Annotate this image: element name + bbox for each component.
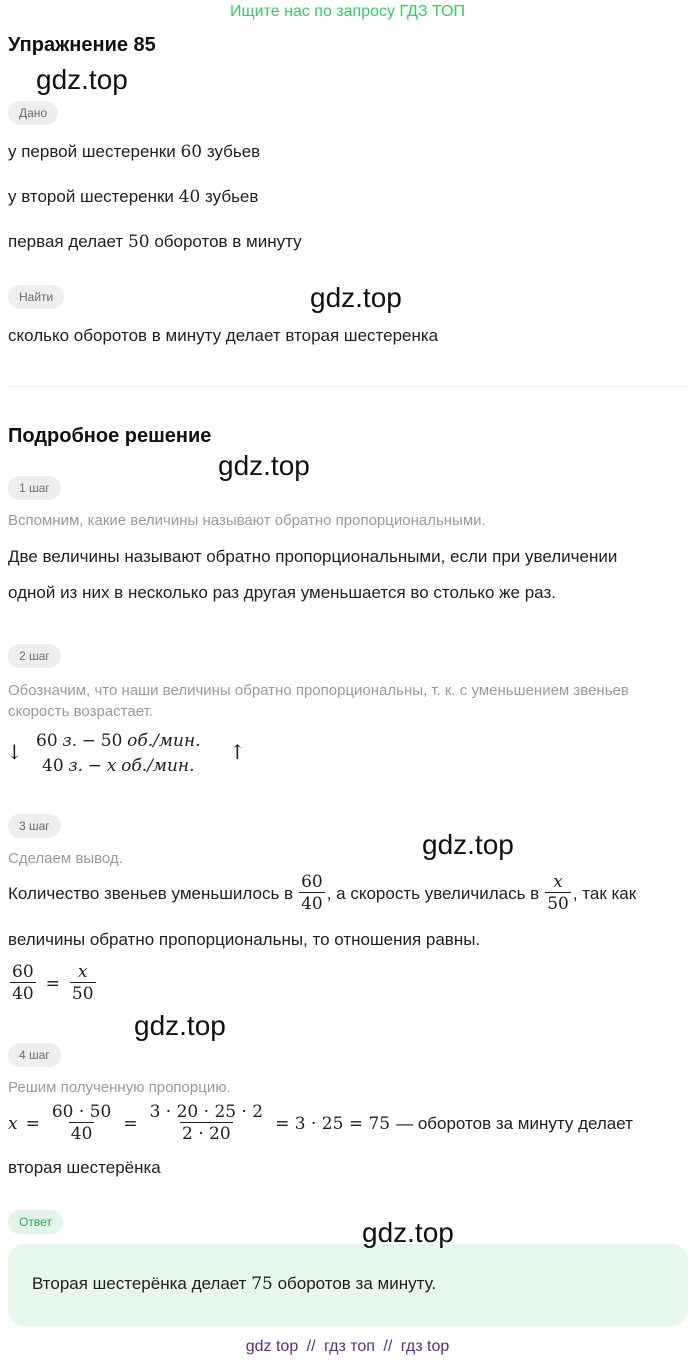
given-badge bbox=[8, 101, 58, 125]
find-text: сколько оборотов в минуту делает вторая шестеренка bbox=[8, 326, 439, 345]
footer-link-2[interactable]: гдз топ bbox=[324, 1338, 375, 1355]
row-2-dash: − bbox=[87, 756, 103, 776]
step-1-label: 1 шаг bbox=[8, 476, 61, 500]
step-3-equation bbox=[8, 962, 98, 1005]
watermark: gdz.top bbox=[310, 282, 402, 313]
fraction-denominator: 40 bbox=[301, 894, 323, 914]
equation-result: = 3 · 25 = 75 bbox=[275, 1113, 391, 1134]
equals-sign: = bbox=[123, 1113, 138, 1134]
equation-right-denominator: 50 bbox=[71, 984, 94, 1004]
step-1-hint: Вспомним, какие величины называют обратно пропорциональными. bbox=[8, 512, 486, 529]
fraction-numerator: x bbox=[553, 872, 563, 892]
watermark: gdz.top bbox=[218, 450, 310, 481]
step-3-text-2: , а скорость увеличилась в bbox=[326, 883, 540, 903]
step-4-text: — оборотов за минуту делает bbox=[396, 1113, 633, 1133]
fraction-denominator: 2 · 20 bbox=[182, 1124, 231, 1144]
fraction-denominator: 50 bbox=[547, 894, 569, 914]
find-label: Найти bbox=[8, 285, 64, 309]
answer-text-after: оборотов за минуту. bbox=[277, 1274, 437, 1293]
answer-text bbox=[32, 1274, 436, 1294]
step-2-hint-line-1: Обозначим, что наши величины обратно пропорциональны, т. к. с уменьшением звеньев bbox=[8, 682, 629, 699]
find-badge bbox=[8, 285, 64, 309]
equation-variable: x bbox=[8, 1113, 18, 1134]
equation-right-numerator: x bbox=[77, 962, 88, 982]
row-1-rate: об./мин. bbox=[127, 731, 201, 751]
answer-label: Ответ bbox=[8, 1210, 63, 1234]
fraction-60-40 bbox=[299, 872, 325, 915]
step-3-text-1: Количество звеньев уменьшилось в bbox=[8, 883, 294, 903]
given-line-1 bbox=[8, 142, 260, 162]
step-2-hint bbox=[8, 680, 695, 722]
step-1-badge bbox=[8, 476, 61, 500]
fraction-numerator: 60 bbox=[301, 872, 323, 892]
row-2-rate: об./мин. bbox=[121, 756, 195, 776]
row-1-value: 50 bbox=[100, 731, 123, 751]
given-line-1-after: зубьев bbox=[206, 142, 261, 161]
equation-left-fraction bbox=[10, 962, 36, 1005]
step-3-hint: Сделаем вывод. bbox=[8, 850, 123, 867]
fraction-numerator: 60 · 50 bbox=[51, 1102, 112, 1122]
answer-number: 75 bbox=[251, 1274, 273, 1294]
equation-left-denominator: 40 bbox=[12, 984, 34, 1004]
answer-badge bbox=[8, 1210, 63, 1234]
step-4-line-2: вторая шестерёнка bbox=[8, 1158, 161, 1177]
arrow-down-icon: ↓ bbox=[6, 740, 23, 764]
step-4-equation bbox=[8, 1102, 633, 1145]
given-line-2-before: у второй шестеренки bbox=[8, 187, 174, 206]
step-2-badge bbox=[8, 644, 61, 668]
step-4-label: 4 шаг bbox=[8, 1043, 61, 1067]
row-1-unit: з. bbox=[62, 731, 78, 751]
fraction-denominator: 40 bbox=[70, 1124, 93, 1144]
fraction-expanded bbox=[148, 1102, 266, 1145]
fraction-x-50 bbox=[545, 872, 571, 915]
arrow-up-icon: ↑ bbox=[229, 740, 246, 764]
step-1-line-2: одной из них в несколько раз другая уменьшается во столько же раз. bbox=[8, 583, 556, 602]
row-2-value: x bbox=[106, 756, 117, 776]
solution-heading: Подробное решение bbox=[8, 425, 212, 447]
step-3-line-1 bbox=[8, 872, 636, 915]
equation-right-fraction bbox=[70, 962, 96, 1005]
row-1-dash: − bbox=[81, 731, 97, 751]
equals-sign: = bbox=[45, 973, 60, 994]
step-3-badge bbox=[8, 814, 61, 838]
row-2-teeth: 40 bbox=[42, 756, 64, 776]
footer-separator: // bbox=[383, 1338, 393, 1355]
promo-text[interactable]: Ищите нас по запросу ГДЗ ТОП bbox=[230, 3, 465, 20]
fraction-60x50-40 bbox=[50, 1102, 113, 1145]
footer-separator: // bbox=[306, 1338, 316, 1355]
watermark: gdz.top bbox=[134, 1010, 226, 1041]
fraction-numerator: 3 · 20 · 25 · 2 bbox=[149, 1102, 264, 1122]
given-line-3-before: первая делает bbox=[8, 232, 124, 251]
given-line-2 bbox=[8, 187, 258, 207]
equals-sign: = bbox=[25, 1113, 40, 1134]
step-1-line-1: Две величины называют обратно пропорциональными, если при увеличении bbox=[8, 547, 618, 566]
equation-left-numerator: 60 bbox=[12, 962, 34, 982]
step-2-hint-line-2: скорость возрастает. bbox=[8, 703, 153, 720]
watermark: gdz.top bbox=[362, 1217, 454, 1248]
proportion-row-2 bbox=[42, 756, 195, 776]
given-line-2-after: зубьев bbox=[205, 187, 259, 206]
footer-links bbox=[0, 1338, 695, 1356]
footer-link-1[interactable]: gdz top bbox=[245, 1338, 299, 1355]
given-line-2-number: 40 bbox=[178, 187, 201, 207]
footer-link-3[interactable]: гдз top bbox=[400, 1338, 450, 1355]
given-line-3-after: оборотов в минуту bbox=[154, 232, 302, 251]
step-4-badge bbox=[8, 1043, 61, 1067]
step-2-label: 2 шаг bbox=[8, 644, 61, 668]
proportion-row-1 bbox=[36, 731, 201, 751]
given-line-3-number: 50 bbox=[127, 232, 150, 252]
exercise-title: Упражнение 85 bbox=[8, 34, 156, 56]
row-2-unit: з. bbox=[68, 756, 84, 776]
row-1-teeth: 60 bbox=[36, 731, 58, 751]
given-line-3 bbox=[8, 232, 302, 252]
step-3-text-3: , так как bbox=[572, 883, 637, 903]
watermark: gdz.top bbox=[36, 64, 128, 95]
watermark: gdz.top bbox=[422, 829, 514, 860]
step-3-line-2: величины обратно пропорциональны, то отношения равны. bbox=[8, 930, 481, 949]
step-4-hint: Решим полученную пропорцию. bbox=[8, 1079, 231, 1096]
step-3-label: 3 шаг bbox=[8, 814, 61, 838]
section-divider bbox=[8, 386, 687, 387]
answer-text-before: Вторая шестерёнка делает bbox=[32, 1274, 247, 1293]
given-line-1-number: 60 bbox=[180, 142, 203, 162]
given-label: Дано bbox=[8, 101, 58, 125]
given-line-1-before: у первой шестеренки bbox=[8, 142, 176, 161]
